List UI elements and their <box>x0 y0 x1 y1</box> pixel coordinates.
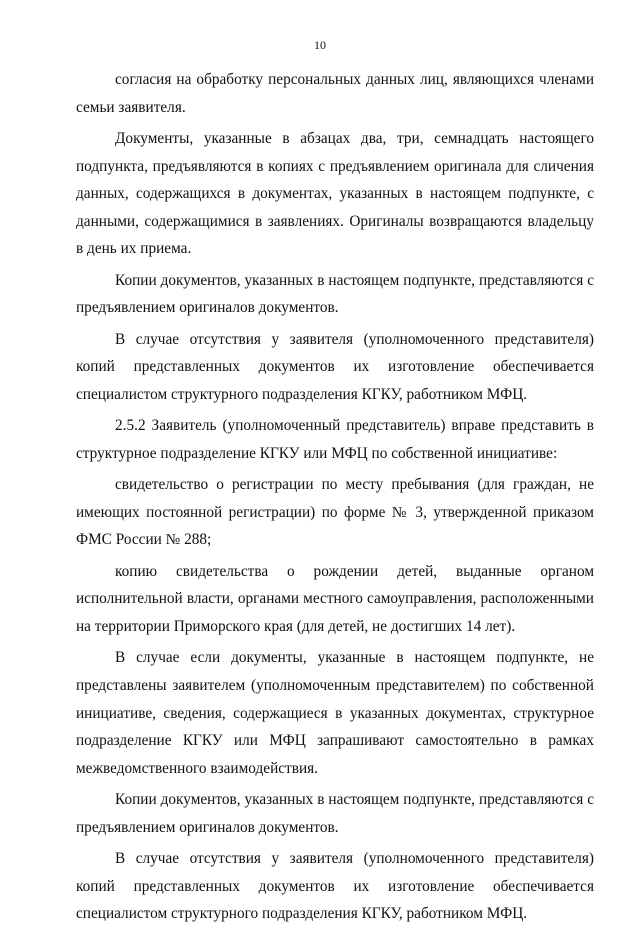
paragraph-consent-continuation: согласия на обработку персональных данных лиц, являющихся членами семьи заявителя. <box>76 71 594 116</box>
paragraph-copies-with-originals-2: Копии документов, указанных в настоящем подпункте, представляются с предъявлением оригиналов документов. <box>76 791 594 836</box>
paragraph-absence-of-copies-2: В случае отсутствия у заявителя (уполномоченного представителя) копий представленных документов их изготовление обеспечивается специалистом структурного подразделения КГКУ, работником МФЦ. <box>76 850 594 923</box>
paragraph-registration-certificate: свидетельство о регистрации по месту пребывания (для граждан, не имеющих постоянной регистрации) по форме № 3, утвержденной приказом ФМС России № 288; <box>76 476 594 549</box>
paragraph-interagency-request: В случае если документы, указанные в настоящем подпункте, не представлены заявителем (уполномоченным представителем) по собственной инициативе, сведения, содержащиеся в указанных документах, структурное подразделение КГКУ или МФЦ запрашивают самостоятельно в рамках межведомственного взаимодействия. <box>76 649 594 777</box>
page-number: 10 <box>314 38 326 52</box>
paragraph-documents-copies: Документы, указанные в абзацах два, три, семнадцать настоящего подпункта, предъявляются в копиях с предъявлением оригинала для сличения данных, содержащихся в документах, указанных в настоящем подпункте, с данными, содержащимися в заявлениях. Оригиналы возвращаются владельцу в день их приема. <box>76 129 594 258</box>
paragraph-absence-of-copies: В случае отсутствия у заявителя (уполномоченного представителя) копий представленных документов их изготовление обеспечивается специалистом структурного подразделения КГКУ, работником МФЦ. <box>76 330 594 403</box>
paragraph-section-2-5-2: 2.5.2 Заявитель (уполномоченный представитель) вправе представить в структурное подразделение КГКУ или МФЦ по собственной инициативе: <box>76 417 594 462</box>
paragraph-copies-with-originals: Копии документов, указанных в настоящем подпункте, представляются с предъявлением оригиналов документов. <box>76 271 594 317</box>
paragraph-birth-certificate: копию свидетельства о рождении детей, выданные органом исполнительной власти, органами местного самоуправления, расположенными на территории Приморского края (для детей, не достигших 14 лет). <box>76 562 594 636</box>
document-body <box>76 66 594 932</box>
